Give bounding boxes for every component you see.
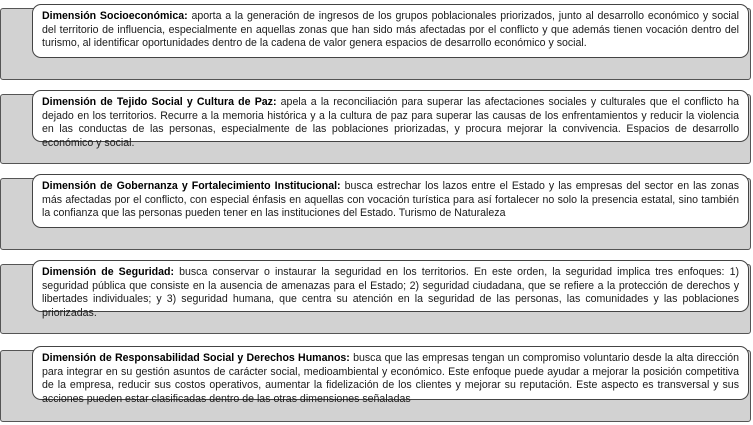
- dimension-card: [32, 90, 749, 149]
- dimension-title: Dimensión de Seguridad:: [42, 266, 175, 278]
- dimension-seguridad: [0, 264, 751, 334]
- dimension-text: busca que las empresas tengan un compromiso voluntario desde la alta dirección para integrar en su gestión asuntos de carácter social, medioambiental y económico. Este enfoque puede ayudar a mejorar la posición competitiva de la empresa, reducir sus costos operativos, aumentar la fidelización de los clientes y mejorar su reputación. Este aspecto es transversal y sus acciones pueden estar clasificadas dentro de las otras dimensiones señaladas: [42, 352, 739, 405]
- dimension-card: [32, 4, 749, 58]
- dimension-text: aporta a la generación de ingresos de los grupos poblacionales priorizados, junto al desarrollo económico y social del territorio de influencia, especialmente en aquellas zonas que han sido más afectadas por el conflicto y que además tienen vocación dentro del turismo, al identificar oportunidades dentro de la cadena de valor genera espacios de desarrollo económico y social.: [42, 10, 739, 50]
- dimension-gobernanza: [0, 178, 751, 250]
- dimension-text: busca conservar o instaurar la seguridad en los territorios. En este orden, la seguridad implica tres enfoques: 1) seguridad pública que consiste en la ausencia de amenazas para el Estado; 2) seguridad ciudadana, que se refiere a la protección de derechos y libertades individuales; y 3) seguridad humana, que centra su atención en la seguridad de las personas, las comunidades y las poblaciones priorizadas.: [42, 266, 739, 319]
- dimension-socioeconomica: [0, 8, 751, 80]
- dimension-title: Dimensión de Gobernanza y Fortalecimiento Institucional:: [42, 180, 341, 192]
- dimension-text: apela a la reconciliación para superar las afectaciones sociales y culturales que el conflicto ha dejado en los territorios. Recurre a la memoria histórica y a la cultura de paz para superar las causas de los enfrentamientos y reducir la violencia en las conductas de las personas, especialmente de las poblaciones priorizadas, y procura mejorar la convivencia. Espacios de desarrollo económico y social.: [42, 96, 739, 149]
- dimension-title: Dimensión de Responsabilidad Social y Derechos Humanos:: [42, 352, 350, 364]
- dimension-card: [32, 174, 749, 228]
- dimension-card: [32, 260, 749, 319]
- dimension-text: busca estrechar los lazos entre el Estado y las empresas del sector en las zonas más afectadas por el conflicto, con especial énfasis en aquellas con vocación turística para así fortalecer no solo la presencia estatal, sino también la confianza que las personas pueden tener en las instituciones del Estado. Turismo de Naturaleza: [42, 180, 740, 220]
- dimension-title: Dimensión de Tejido Social y Cultura de Paz:: [42, 96, 277, 108]
- dimension-tejido-social: [0, 94, 751, 164]
- dimension-responsabilidad-social: [0, 350, 751, 422]
- dimension-card: [32, 346, 749, 405]
- dimension-title: Dimensión Socioeconómica:: [42, 10, 188, 22]
